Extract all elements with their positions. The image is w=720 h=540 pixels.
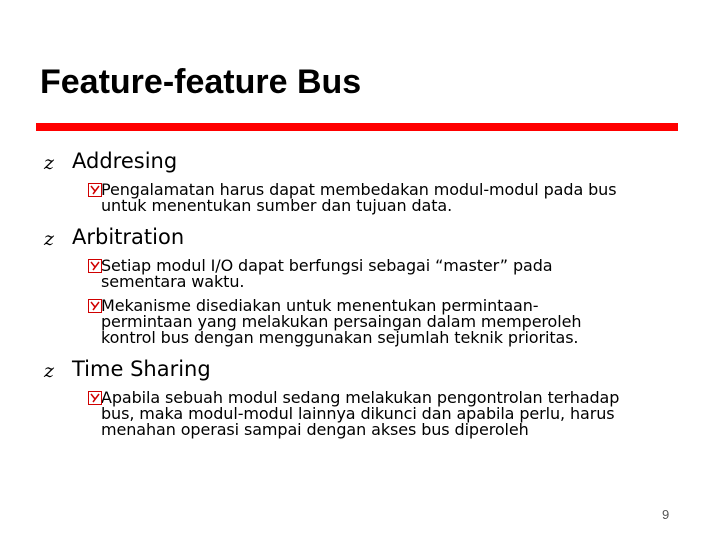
bullet-time-sharing (44, 356, 704, 382)
sub-bullet-line: untuk menentukan sumber dan tujuan data. (101, 196, 453, 215)
z-bullet-icon: z (44, 360, 55, 382)
bullet-addresing (44, 148, 704, 174)
bullet-group-addresing (44, 148, 704, 214)
z-bullet-icon: z (44, 152, 55, 174)
bullet-label: Arbitration (72, 225, 185, 249)
bullet-group-time-sharing (44, 356, 704, 438)
sub-bullet-line: permintaan yang melakukan persaingan dalam memperoleh (101, 312, 582, 331)
title-divider (36, 123, 678, 131)
sub-bullet (54, 258, 704, 290)
sub-bullet-line: kontrol bus dengan menggunakan sejumlah teknik prioritas. (101, 328, 579, 347)
z-bullet-icon: z (44, 228, 55, 250)
sub-bullet-line: menahan operasi sampai dengan akses bus diperoleh (101, 420, 529, 439)
sub-bullet-line: sementara waktu. (101, 272, 245, 291)
y-checkbox-bullet-icon (88, 183, 102, 197)
slide-title: Feature-feature Bus (40, 63, 362, 101)
y-checkbox-bullet-icon (88, 259, 102, 273)
sub-bullet-line: Apabila sebuah modul sedang melakukan pengontrolan terhadap (101, 388, 620, 407)
sub-bullet-line: Mekanisme disediakan untuk menentukan permintaan- (101, 296, 539, 315)
sub-bullet-line: Setiap modul I/O dapat berfungsi sebagai “master” pada (101, 256, 553, 275)
bullet-group-arbitration (44, 224, 704, 346)
sub-bullet (54, 182, 704, 214)
y-checkbox-bullet-icon (88, 299, 102, 313)
page-number: 9 (662, 507, 670, 522)
sub-bullet-line: bus, maka modul-modul lainnya dikunci dan apabila perlu, harus (101, 404, 615, 423)
sub-bullet (54, 390, 704, 438)
y-checkbox-bullet-icon (88, 391, 102, 405)
sub-bullet (54, 298, 704, 346)
bullet-label: Time Sharing (72, 357, 211, 381)
bullet-label: Addresing (72, 149, 178, 173)
slide-content (44, 148, 704, 448)
bullet-arbitration (44, 224, 704, 250)
sub-bullet-line: Pengalamatan harus dapat membedakan modul-modul pada bus (101, 180, 617, 199)
